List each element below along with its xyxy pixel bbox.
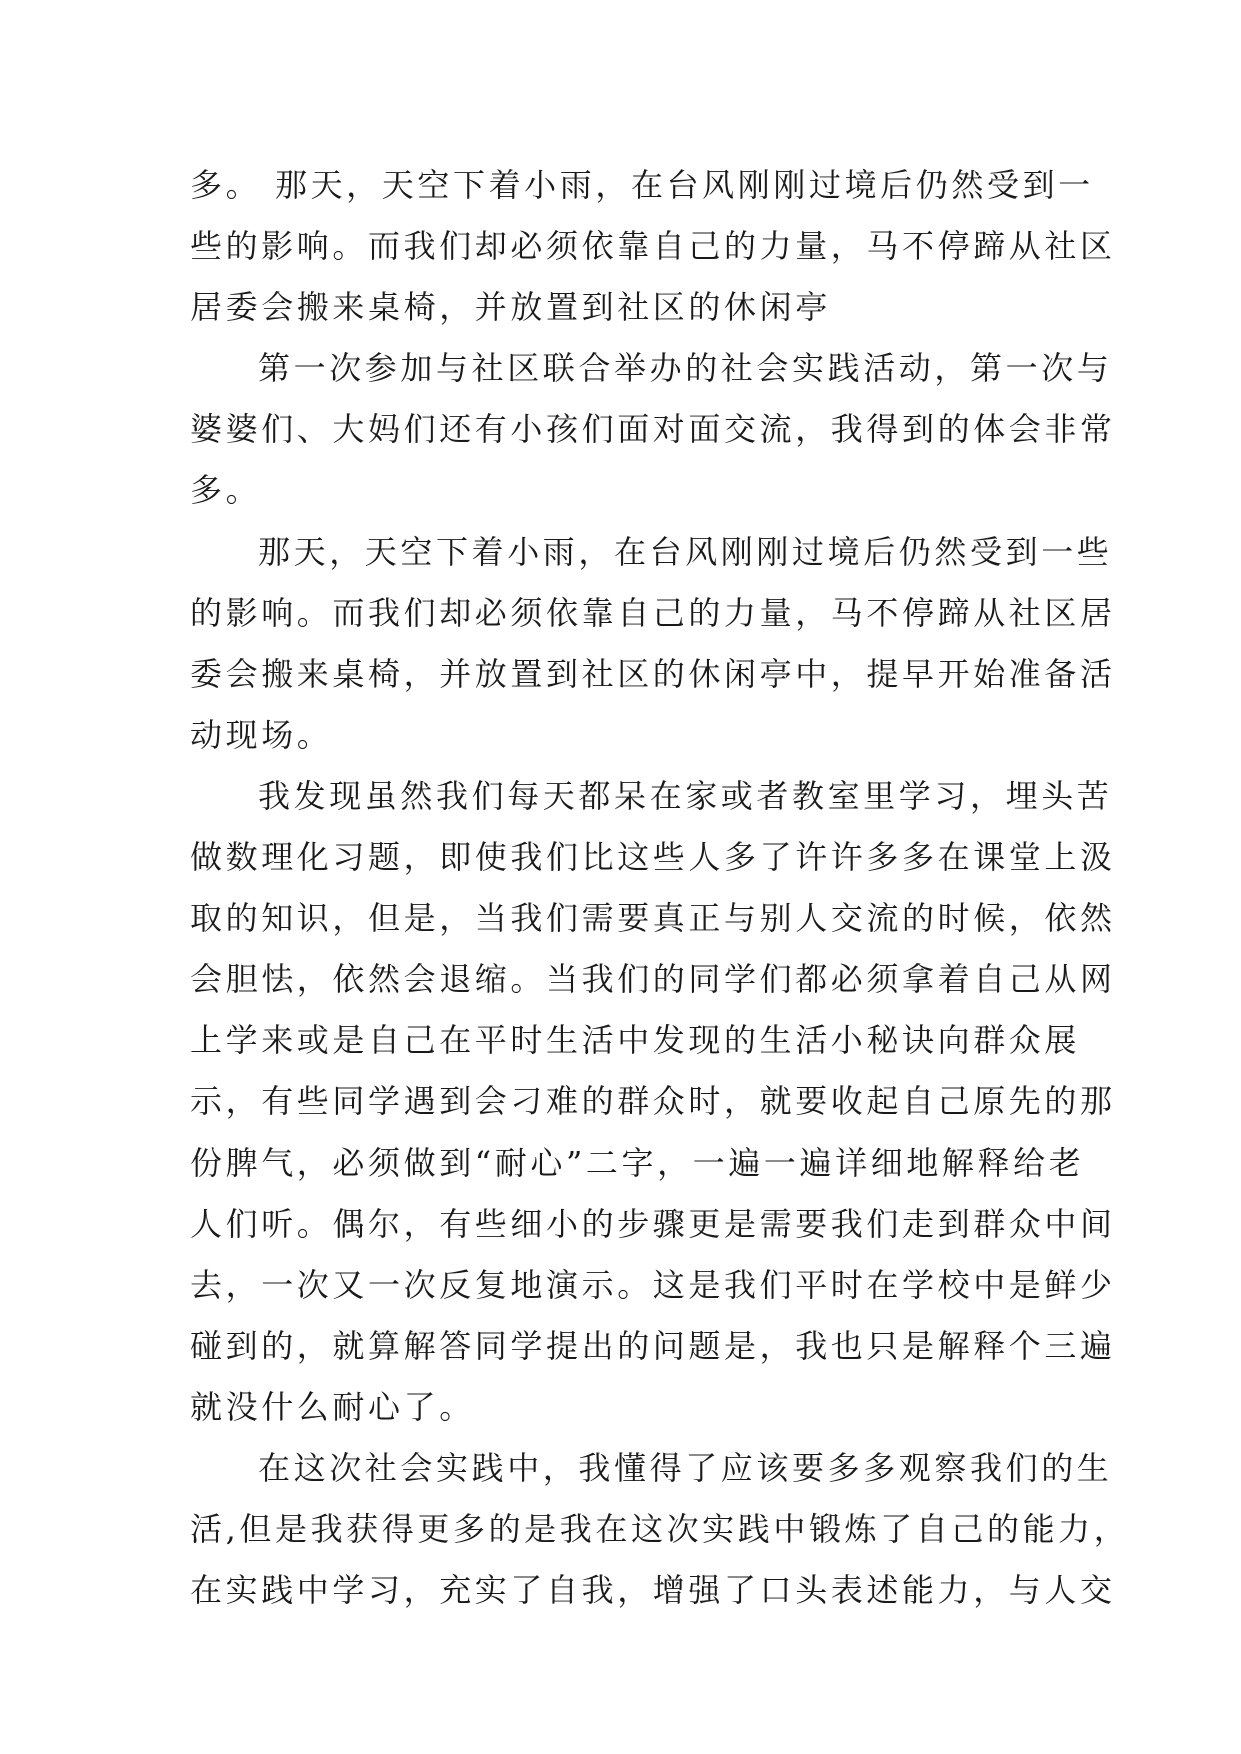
text-line: 会胆怯，依然会退缩。当我们的同学们都必须拿着自己从网 xyxy=(190,960,1116,999)
text-line: 多。 xyxy=(190,471,262,510)
paragraph xyxy=(190,522,1116,766)
text-line: 人们听。偶尔，有些细小的步骤更是需要我们走到群众中间 xyxy=(190,1204,1116,1243)
text-line: 上学来或是自己在平时生活中发现的生活小秘诀向群众展 xyxy=(190,1021,1081,1060)
text-line: 在实践中学习，充实了自我，增强了口头表述能力，与人交 xyxy=(190,1571,1116,1610)
text-line: 在这次社会实践中，我懂得了应该要多多观察我们的生 xyxy=(258,1448,1113,1487)
text-line: 委会搬来桌椅，并放置到社区的休闲亭中，提早开始准备活 xyxy=(190,654,1116,693)
text-line: 做数理化习题，即使我们比这些人多了许许多多在课堂上汲 xyxy=(190,838,1116,877)
text-line: 些的影响。而我们却必须依靠自己的力量，马不停蹄从社区 xyxy=(190,227,1116,266)
paragraph xyxy=(190,766,1116,1438)
text-line: 的影响。而我们却必须依靠自己的力量，马不停蹄从社区居 xyxy=(190,593,1116,632)
paragraph xyxy=(190,155,1116,338)
paragraph xyxy=(190,1438,1130,1621)
text-line: 那天，天空下着小雨，在台风刚刚过境后仍然受到一些 xyxy=(258,532,1113,571)
text-line: 活,但是我获得更多的是我在这次实践中锻炼了自己的能力， xyxy=(190,1510,1130,1549)
text-line: 第一次参加与社区联合举办的社会实践活动，第一次与 xyxy=(258,349,1113,388)
text-line: 去，一次又一次反复地演示。这是我们平时在学校中是鲜少 xyxy=(190,1265,1116,1304)
text-line: 我发现虽然我们每天都呆在家或者教室里学习，埋头苦 xyxy=(258,776,1113,815)
text-line: 取的知识，但是，当我们需要真正与别人交流的时候，依然 xyxy=(190,899,1116,938)
text-line: 份脾气，必须做到“耐心”二字，一遍一遍详细地解释给老 xyxy=(190,1143,1085,1182)
text-line: 碰到的，就算解答同学提出的问题是，我也只是解释个三遍 xyxy=(190,1326,1116,1365)
paragraph xyxy=(190,338,1116,521)
text-line: 多。 那天，天空下着小雨，在台风刚刚过境后仍然受到一 xyxy=(190,166,1094,204)
text-line: 动现场。 xyxy=(190,715,333,754)
text-line: 居委会搬来桌椅，并放置到社区的休闲亭 xyxy=(190,288,831,327)
text-line: 就没什么耐心了。 xyxy=(190,1387,475,1426)
text-line: 婆婆们、大妈们还有小孩们面对面交流，我得到的体会非常 xyxy=(190,410,1116,449)
text-line: 示，有些同学遇到会刁难的群众时，就要收起自己原先的那 xyxy=(190,1082,1116,1121)
body-text xyxy=(190,155,1130,1621)
